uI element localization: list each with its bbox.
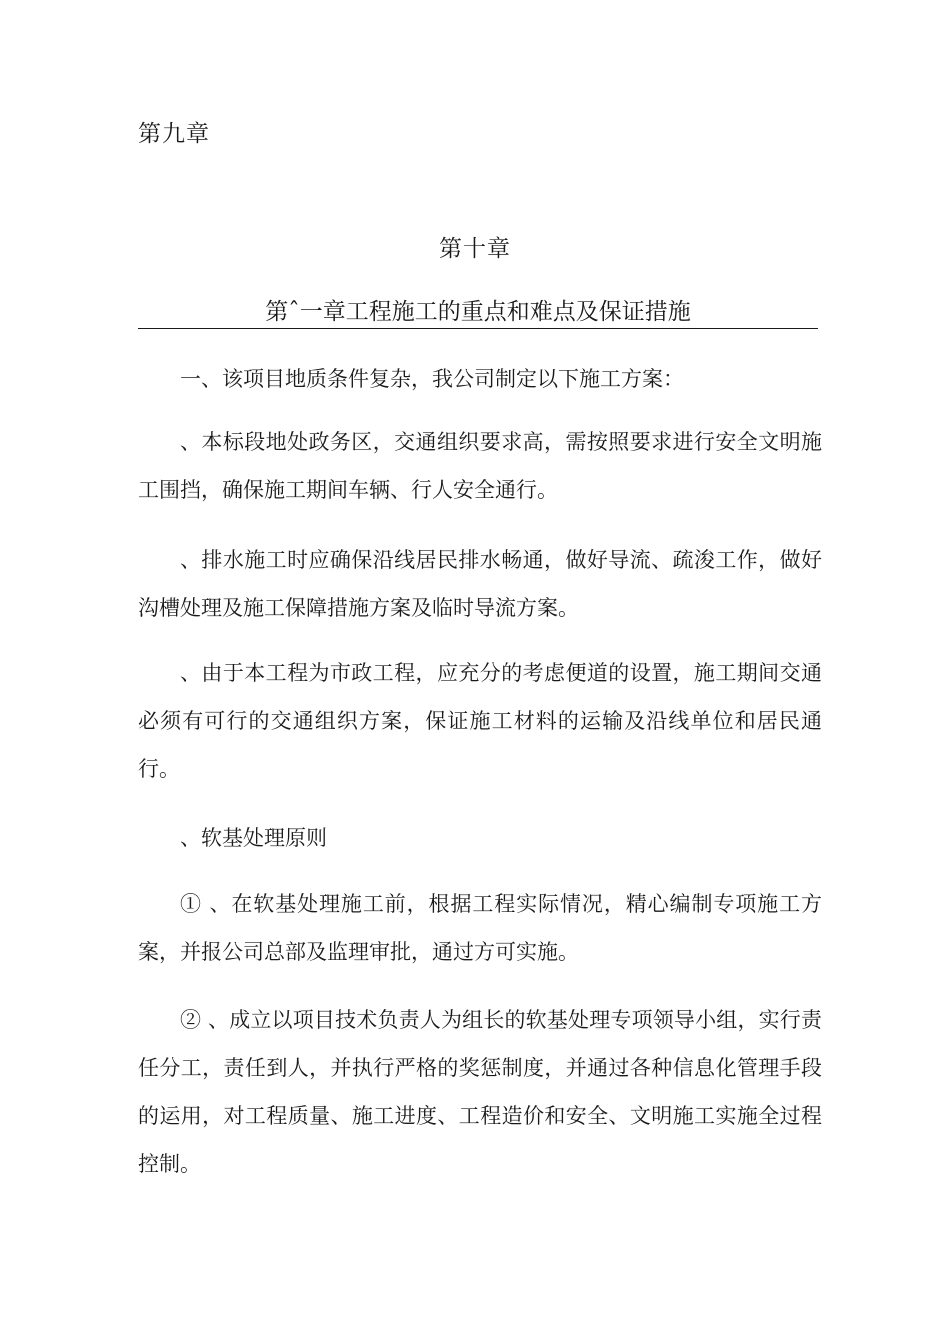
paragraph-soft-foundation-principle: 、软基处理原则 bbox=[180, 826, 327, 850]
section-title: 第ˆ一章工程施工的重点和难点及保证措施 bbox=[138, 296, 818, 329]
paragraph-traffic-enclosure: 、本标段地处政务区，交通组织要求高，需按照要求进行安全文明施工围挡，确保施工期间车辆、行人安全通行。 bbox=[138, 430, 822, 502]
paragraph-soft-foundation-plan: ① 、在软基处理施工前，根据工程实际情况，精心编制专项施工方案，并报公司总部及监理审批，通过方可实施。 bbox=[138, 892, 822, 964]
chapter-9-heading: 第九章 bbox=[138, 121, 210, 147]
paragraph-drainage: 、排水施工时应确保沿线居民排水畅通，做好导流、疏浚工作，做好沟槽处理及施工保障措施方案及临时导流方案。 bbox=[138, 548, 822, 620]
paragraph-geology-intro: 一、该项目地质条件复杂，我公司制定以下施工方案： bbox=[180, 367, 684, 391]
paragraph-access-road: 、由于本工程为市政工程，应充分的考虑便道的设置，施工期间交通必须有可行的交通组织方案，保证施工材料的运输及沿线单位和居民通行。 bbox=[138, 661, 822, 781]
paragraph-leadership-group: ② 、成立以项目技术负责人为组长的软基处理专项领导小组，实行责任分工，责任到人，并执行严格的奖惩制度，并通过各种信息化管理手段的运用，对工程质量、施工进度、工程造价和安全、文明施工实施全过程控制。 bbox=[138, 1008, 822, 1176]
chapter-10-heading: 第十章 bbox=[439, 236, 511, 262]
